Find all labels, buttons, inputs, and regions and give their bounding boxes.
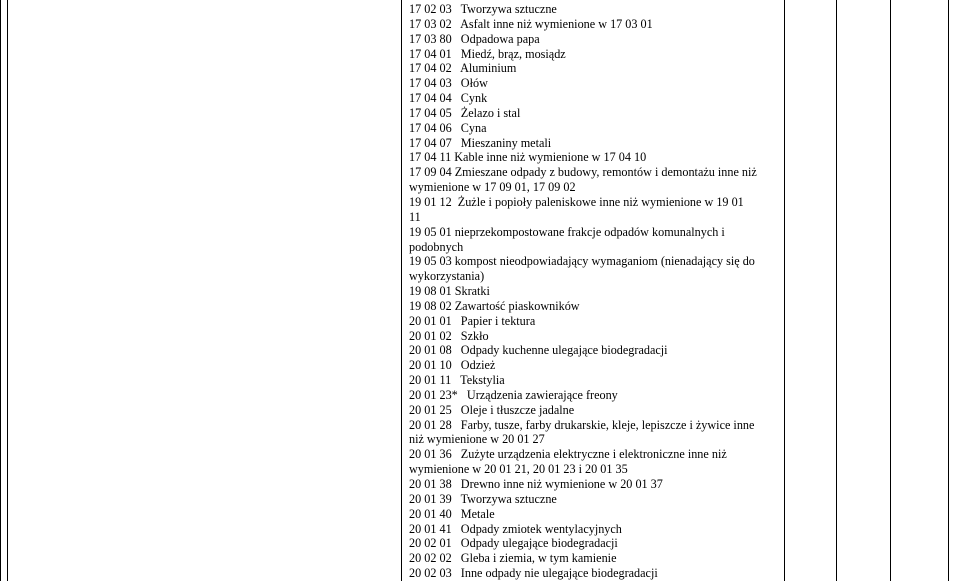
waste-code-line: 17 04 01 Miedź, brąz, mosiądz	[409, 46, 566, 61]
waste-code-line: 20 01 02 Szkło	[409, 328, 489, 343]
waste-code-line: 17 03 80 Odpadowa papa	[409, 31, 540, 46]
waste-code-line: podobnych	[409, 239, 464, 254]
column-border	[890, 0, 891, 581]
waste-code-line: 20 02 01 Odpady ulegające biodegradacji	[409, 536, 618, 551]
column-border	[784, 0, 785, 581]
waste-code-line: 20 01 08 Odpady kuchenne ulegające biodegradacji	[409, 343, 668, 358]
column-border	[836, 0, 837, 581]
waste-code-line: 20 01 25 Oleje i tłuszcze jadalne	[409, 402, 575, 417]
waste-code-line: 20 02 02 Gleba i ziemia, w tym kamienie	[409, 551, 617, 566]
waste-code-line: 17 02 03 Tworzywa sztuczne	[409, 2, 557, 16]
waste-code-line: 20 01 39 Tworzywa sztuczne	[409, 491, 557, 506]
waste-code-line: 11	[409, 209, 421, 224]
waste-code-line: niż wymienione w 20 01 27	[409, 432, 545, 447]
waste-code-line: 20 02 03 Inne odpady nie ulegające biodegradacji	[409, 566, 658, 581]
waste-code-line: 20 01 36 Zużyte urządzenia elektryczne i elektroniczne inne niż	[409, 447, 727, 462]
waste-code-line: wymienione w 17 09 01, 17 09 02	[409, 180, 576, 195]
column-border	[948, 0, 949, 581]
waste-code-line: 17 03 02 Asfalt inne niż wymienione w 17 03 01	[409, 16, 653, 31]
waste-code-line: 17 04 02 Aluminium	[409, 61, 517, 76]
waste-code-line: 17 04 05 Żelazo i stal	[409, 105, 521, 120]
waste-code-line: 20 01 10 Odzież	[409, 358, 496, 373]
waste-code-line: wykorzystania)	[409, 269, 485, 284]
waste-code-line: 20 01 01 Papier i tektura	[409, 313, 536, 328]
waste-code-line: 20 01 38 Drewno inne niż wymienione w 20 01 37	[409, 477, 663, 491]
waste-code-line: 17 04 04 Cynk	[409, 91, 488, 106]
waste-code-line: 17 09 04 Zmieszane odpady z budowy, remontów i demontażu inne niż	[409, 165, 757, 180]
waste-code-line: 19 05 03 kompost nieodpowiadający wymaganiom (nienadający się do	[409, 254, 755, 269]
waste-code-line: 20 01 41 Odpady zmiotek wentylacyjnych	[409, 521, 622, 536]
column-border	[0, 0, 1, 581]
waste-code-line: 19 05 01 nieprzekompostowane frakcje odpadów komunalnych i	[409, 224, 725, 239]
waste-code-line: 19 08 01 Skratki	[409, 284, 490, 299]
column-border	[401, 0, 402, 581]
waste-code-line: 17 04 11 Kable inne niż wymienione w 17 04 10	[409, 150, 647, 165]
waste-code-line: 19 08 02 Zawartość piaskowników	[409, 298, 580, 313]
waste-code-line: 17 04 06 Cyna	[409, 120, 487, 135]
column-border	[7, 0, 8, 581]
waste-code-line: 17 04 07 Mieszaniny metali	[409, 135, 552, 150]
waste-code-line: 20 01 23* Urządzenia zawierające freony	[409, 387, 618, 402]
waste-code-line: wymienione w 20 01 21, 20 01 23 i 20 01 35	[409, 462, 628, 477]
waste-code-line: 20 01 40 Metale	[409, 506, 495, 521]
waste-code-list	[409, 2, 777, 581]
waste-code-line: 17 04 03 Ołów	[409, 76, 488, 91]
waste-code-line: 20 01 11 Tekstylia	[409, 373, 505, 388]
waste-code-line: 19 01 12 Żużle i popioły paleniskowe inne niż wymienione w 19 01	[409, 194, 744, 209]
waste-code-line: 20 01 28 Farby, tusze, farby drukarskie, kleje, lepiszcze i żywice inne	[409, 417, 755, 432]
